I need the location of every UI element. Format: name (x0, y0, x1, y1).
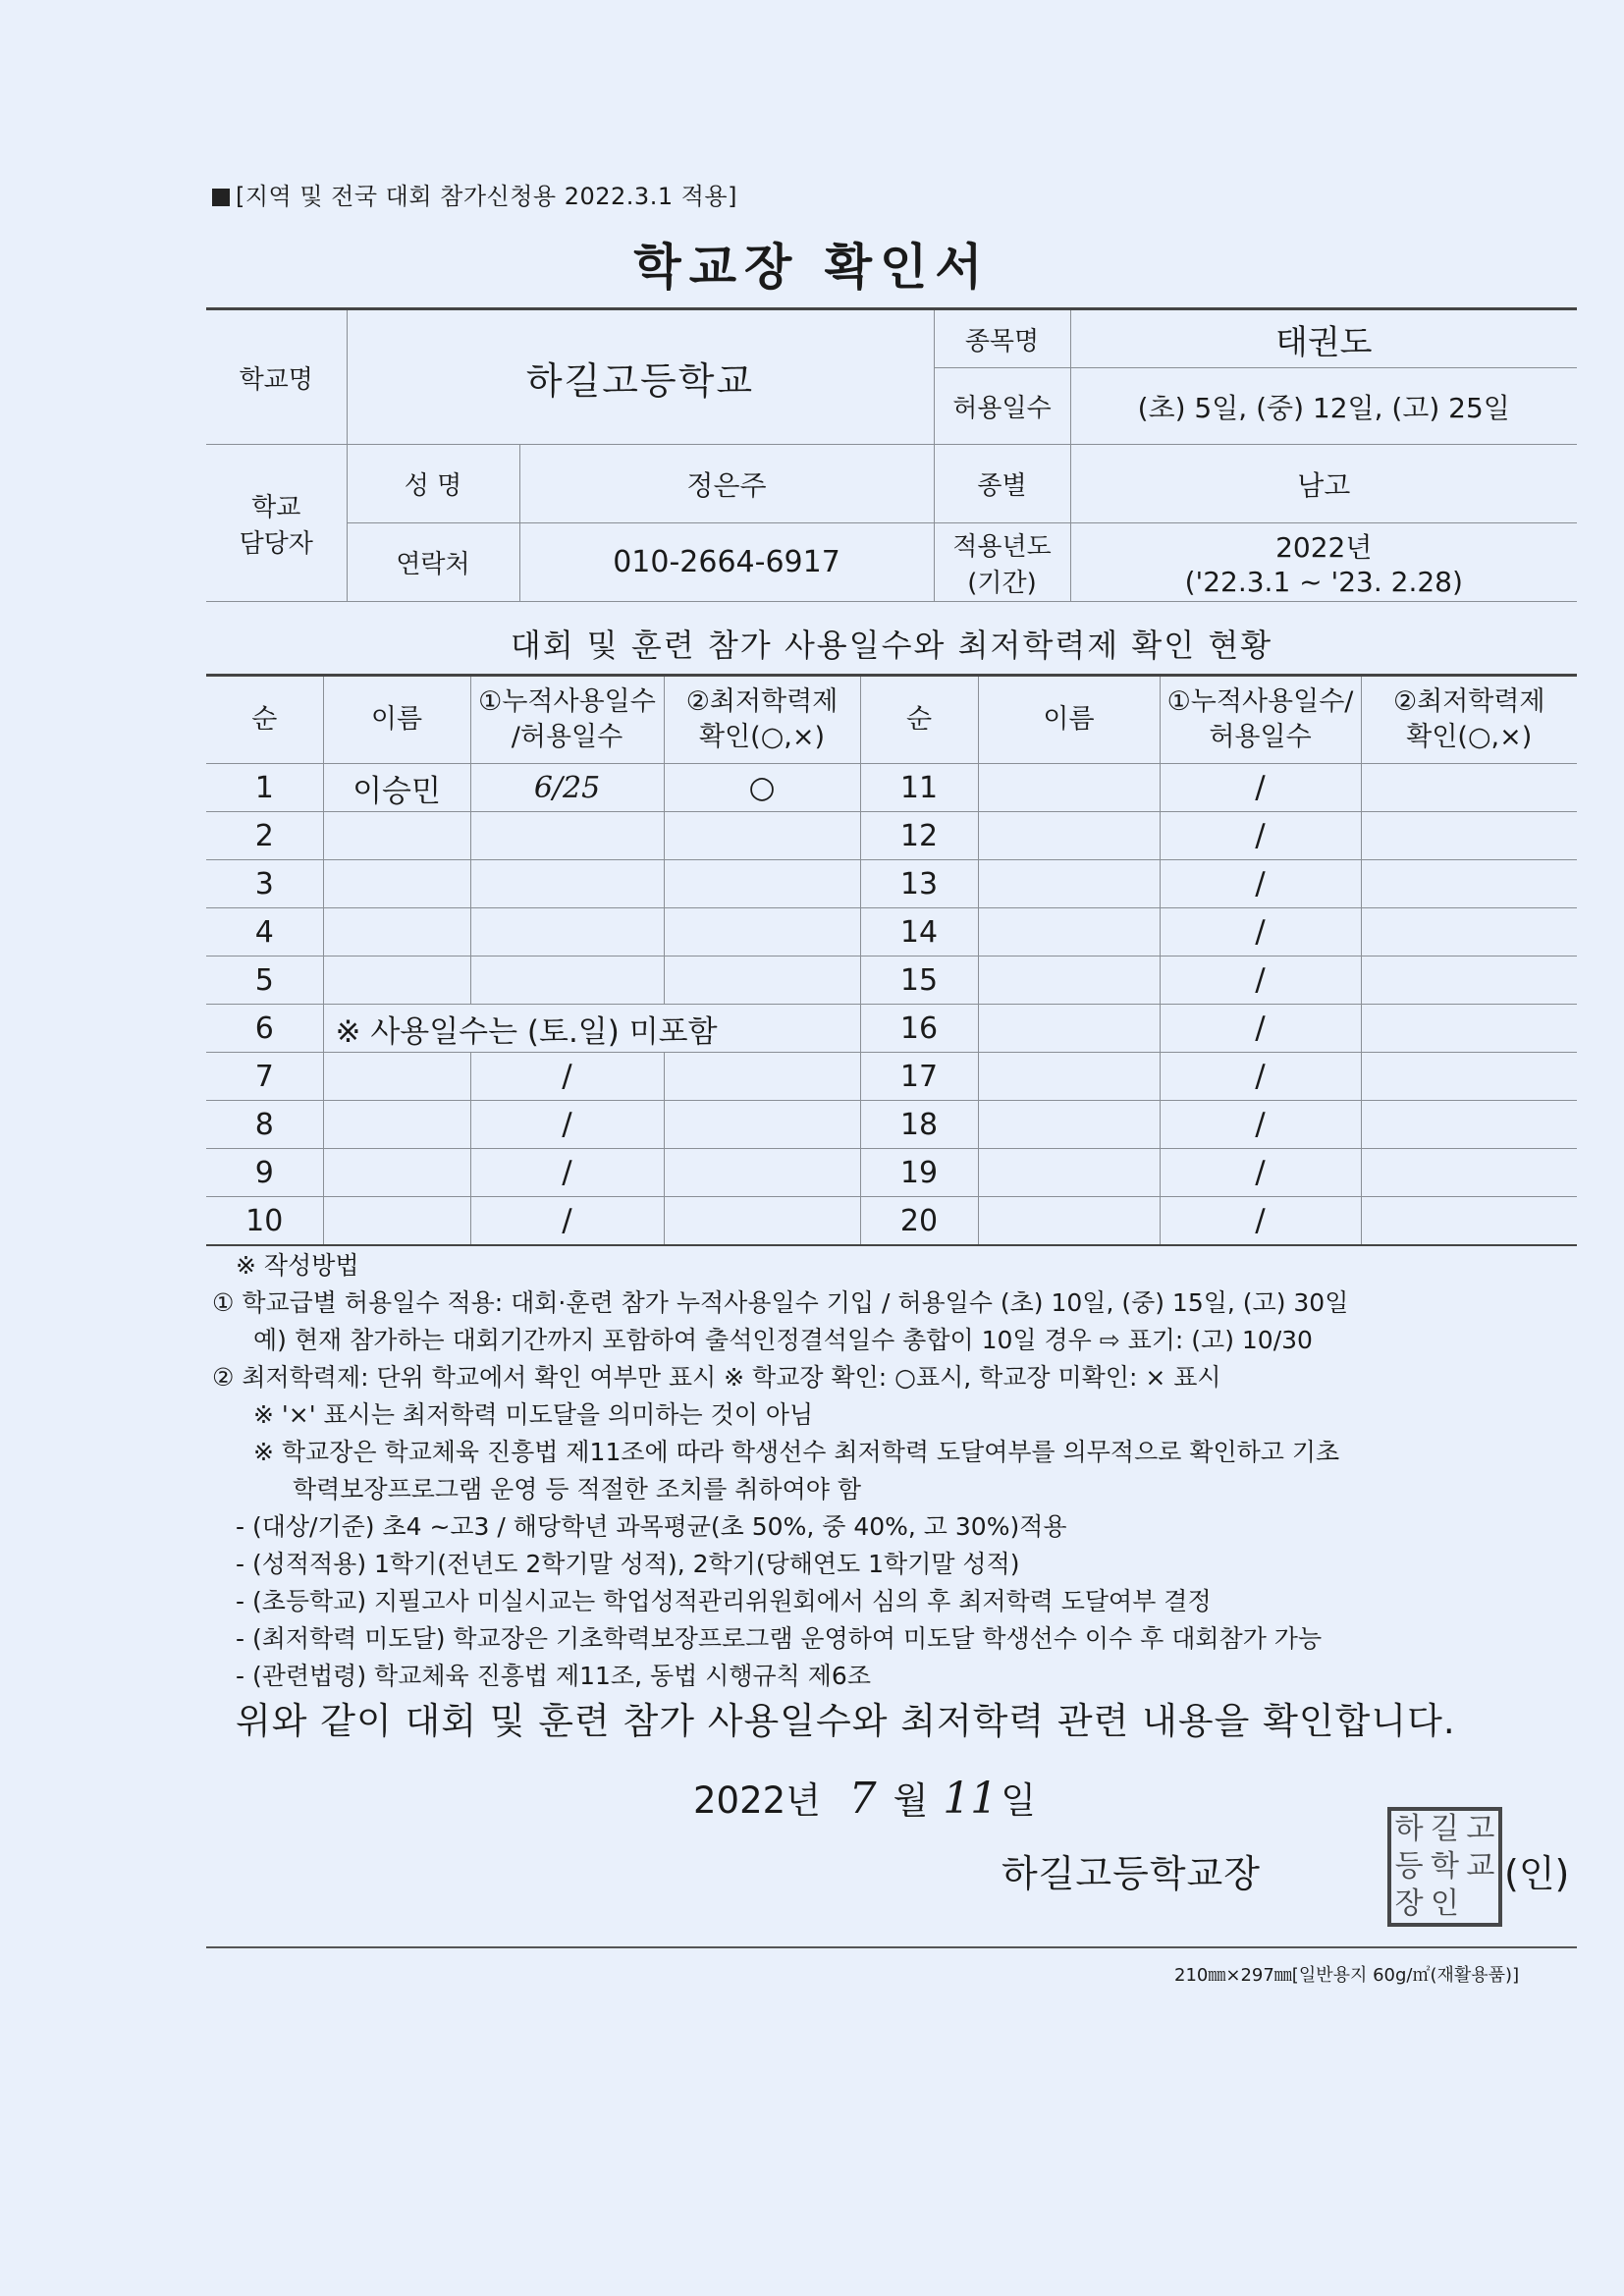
contact-label-line1: 학교 (251, 492, 301, 522)
row-academic (664, 908, 860, 957)
square-bullet-icon (212, 189, 230, 206)
header-days (470, 676, 664, 764)
contact-person-label (206, 445, 347, 602)
row-no-right: 20 (860, 1197, 978, 1246)
table-row (206, 957, 1577, 1005)
header-academic-right (1361, 676, 1577, 764)
row-academic (664, 1149, 860, 1197)
note-line: - (관련법령) 학교체육 진흥법 제11조, 동법 시행규칙 제6조 (236, 1662, 871, 1690)
row-days-right: / (1160, 1053, 1361, 1101)
row-no-right: 19 (860, 1149, 978, 1197)
row-days-right: / (1160, 957, 1361, 1005)
table-row (206, 1101, 1577, 1149)
table-header-row (206, 676, 1577, 764)
seal-glyph: 인 (1431, 1886, 1459, 1921)
row-academic-right (1361, 1005, 1577, 1053)
header-name-right: 이름 (978, 676, 1160, 764)
row-name-right (978, 764, 1160, 812)
row-days-right: / (1160, 1005, 1361, 1053)
seal-glyph: 학 (1431, 1849, 1459, 1884)
header-no: 순 (206, 676, 323, 764)
row-academic-right (1361, 812, 1577, 860)
table-row (206, 908, 1577, 957)
row-days-value: / (562, 1155, 572, 1190)
table-row (206, 1149, 1577, 1197)
row-academic (664, 1197, 860, 1246)
row-days-value: / (562, 1059, 572, 1094)
header-days-right-line2: 허용일수 (1209, 722, 1312, 752)
note-line: ② 최저학력제: 단위 학교에서 확인 여부만 표시 ※ 학교장 확인: ○표시, 학교장 미확인: × 표시 (212, 1363, 1221, 1392)
table-row (206, 1005, 1577, 1053)
note-heading: ※ 작성방법 (236, 1251, 359, 1280)
row-no: 10 (206, 1197, 323, 1246)
row-days-right: / (1160, 908, 1361, 957)
row-academic-right (1361, 860, 1577, 908)
date-day-unit: 일 (1001, 1779, 1036, 1822)
gender-label: 종별 (934, 445, 1070, 523)
table-row (206, 812, 1577, 860)
school-label: 학교명 (206, 309, 347, 445)
row-days-right: / (1160, 1101, 1361, 1149)
note-line: - (최저학력 미도달) 학교장은 기초학력보장프로그램 운영하여 미도달 학생선수 이수 후 대회참가 가능 (236, 1624, 1323, 1653)
row-days-right: / (1160, 860, 1361, 908)
row-days (470, 860, 664, 908)
row-days (470, 1101, 664, 1149)
row-days (470, 764, 664, 812)
note-line: ※ 학교장은 학교체육 진흥법 제11조에 따라 학생선수 최저학력 도달여부를 의무적으로 확인하고 기초 (253, 1438, 1340, 1466)
row-no-right: 18 (860, 1101, 978, 1149)
row-academic (664, 957, 860, 1005)
row-academic-right (1361, 764, 1577, 812)
row-no-right: 15 (860, 957, 978, 1005)
table-row (206, 764, 1577, 812)
form-note (212, 177, 737, 211)
row-name-right (978, 957, 1160, 1005)
row-name-right (978, 1101, 1160, 1149)
row-no-right: 16 (860, 1005, 978, 1053)
gender-value: 남고 (1070, 445, 1577, 523)
sport-label: 종목명 (934, 309, 1070, 368)
date-month-handwritten: 7 (848, 1774, 877, 1824)
row-no-right: 13 (860, 860, 978, 908)
confirmation-statement: 위와 같이 대회 및 훈련 참가 사용일수와 최저학력 관련 내용을 확인합니다. (236, 1700, 1456, 1742)
seal-mark: (인) (1504, 1852, 1570, 1895)
header-academic (664, 676, 860, 764)
row-academic-right (1361, 1101, 1577, 1149)
principal-title: 하길고등학교장 (1001, 1852, 1261, 1895)
phone-value: 010-2664-6917 (519, 523, 934, 602)
seal-glyph (1463, 1886, 1498, 1923)
form-note-text: [지역 및 전국 대회 참가신청용 2022.3.1 적용] (236, 183, 737, 210)
row-academic-right (1361, 1053, 1577, 1101)
row-no-right: 11 (860, 764, 978, 812)
note-line: - (초등학교) 지필고사 미실시교는 학업성적관리위원회에서 심의 후 최저학력 도달여부 결정 (236, 1587, 1212, 1615)
document-title: 학교장 확인서 (633, 239, 991, 296)
seal-glyph: 교 (1466, 1849, 1495, 1884)
row-academic-right (1361, 1149, 1577, 1197)
row-name-right (978, 1197, 1160, 1246)
row-academic-right (1361, 908, 1577, 957)
table-row (206, 1197, 1577, 1246)
year-label-line1: 적용년도 (952, 531, 1052, 562)
date-year: 2022년 (693, 1779, 821, 1822)
year-label-line2: (기간) (967, 568, 1037, 598)
contact-label-line2: 담당자 (239, 528, 313, 559)
row-name-right (978, 812, 1160, 860)
row-no: 4 (206, 908, 323, 957)
header-acad-right-line2: 확인(○,×) (1406, 722, 1533, 752)
note-line: 예) 현재 참가하는 대회기간까지 포함하여 출석인정결석일수 총합이 10일 경우 ⇨ 표기: (고) 10/30 (253, 1326, 1313, 1354)
note-line: ※ '×' 표시는 최저학력 미도달을 의미하는 것이 아님 (253, 1400, 814, 1429)
row-no-right: 14 (860, 908, 978, 957)
seal-glyph: 길 (1431, 1812, 1459, 1846)
seal-glyph: 장 (1394, 1886, 1424, 1921)
row-name (323, 860, 470, 908)
paper-spec: 210㎜×297㎜[일반용지 60g/㎡(재활용품)] (1174, 1965, 1520, 1986)
section-title: 대회 및 훈련 참가 사용일수와 최저학력제 확인 현황 (510, 627, 1273, 664)
row-days-right: / (1160, 812, 1361, 860)
date-month-unit: 월 (893, 1779, 929, 1822)
row-no: 7 (206, 1053, 323, 1101)
year-label (934, 523, 1070, 602)
row-days-value: / (562, 1203, 572, 1238)
row-academic (664, 1053, 860, 1101)
note-line: - (대상/기준) 초4 ~고3 / 해당학년 과목평균(초 50%, 중 40%, 고 30%)적용 (236, 1512, 1067, 1541)
usage-note: ※ 사용일수는 (토.일) 미포함 (323, 1005, 860, 1053)
row-no: 2 (206, 812, 323, 860)
issue-date (693, 1771, 1036, 1824)
bottom-divider (206, 1946, 1577, 1948)
row-no-right: 17 (860, 1053, 978, 1101)
row-name (323, 957, 470, 1005)
header-acad-line1: ②최저학력제 (685, 686, 839, 717)
row-no: 5 (206, 957, 323, 1005)
row-days-value: 6/25 (533, 771, 601, 805)
row-academic: ○ (664, 764, 860, 812)
row-name (323, 812, 470, 860)
table-row (206, 1053, 1577, 1101)
row-name (323, 1101, 470, 1149)
row-no: 1 (206, 764, 323, 812)
row-days-right: / (1160, 1149, 1361, 1197)
header-acad-line2: 확인(○,×) (699, 722, 825, 752)
header-days-line2: /허용일수 (511, 722, 623, 752)
row-name (323, 908, 470, 957)
seal-glyph: 고 (1466, 1812, 1495, 1846)
row-days (470, 1197, 664, 1246)
note-line: ① 학교급별 허용일수 적용: 대회·훈련 참가 누적사용일수 기입 / 허용일수 (초) 10일, (중) 15일, (고) 30일 (212, 1288, 1349, 1317)
row-academic (664, 812, 860, 860)
allowed-days-label: 허용일수 (934, 368, 1070, 445)
header-days-right-line1: ①누적사용일수/ (1166, 686, 1354, 717)
instructions (212, 1247, 1587, 1695)
row-days-value: / (562, 1107, 572, 1142)
principal-signature (1001, 1843, 1261, 1897)
header-name: 이름 (323, 676, 470, 764)
row-days-right: / (1160, 1197, 1361, 1246)
year-value (1070, 523, 1577, 602)
allowed-days-value: (초) 5일, (중) 12일, (고) 25일 (1070, 368, 1577, 445)
row-days (470, 908, 664, 957)
row-name-right (978, 1053, 1160, 1101)
note-line: 학력보장프로그램 운영 등 적절한 조치를 취하여야 함 (293, 1475, 861, 1503)
name-value: 정은주 (519, 445, 934, 523)
official-seal (1387, 1807, 1502, 1927)
header-days-right (1160, 676, 1361, 764)
note-line: - (성적적용) 1학기(전년도 2학기말 성적), 2학기(당해연도 1학기말 성적) (236, 1550, 1020, 1578)
row-name-right (978, 908, 1160, 957)
row-days (470, 1149, 664, 1197)
info-table (206, 307, 1577, 602)
row-days (470, 957, 664, 1005)
row-name: 이승민 (323, 764, 470, 812)
table-row (206, 860, 1577, 908)
row-academic-right (1361, 957, 1577, 1005)
row-academic (664, 860, 860, 908)
row-no: 9 (206, 1149, 323, 1197)
seal-glyph: 하 (1394, 1812, 1424, 1846)
row-no: 8 (206, 1101, 323, 1149)
school-name: 하길고등학교 (347, 309, 934, 445)
row-name (323, 1053, 470, 1101)
header-days-line1: ①누적사용일수 (478, 686, 656, 717)
row-days (470, 1053, 664, 1101)
row-name (323, 1149, 470, 1197)
row-name-right (978, 1005, 1160, 1053)
row-name-right (978, 860, 1160, 908)
name-label: 성 명 (347, 445, 519, 523)
row-days-right: / (1160, 764, 1361, 812)
row-academic (664, 1101, 860, 1149)
header-acad-right-line1: ②최저학력제 (1392, 686, 1545, 717)
row-days (470, 812, 664, 860)
date-day-handwritten: 11 (943, 1774, 999, 1824)
year-value-line2: ('22.3.1 ~ '23. 2.28) (1184, 566, 1463, 598)
row-no-right: 12 (860, 812, 978, 860)
sport-value: 태권도 (1070, 309, 1577, 368)
year-value-line1: 2022년 (1275, 531, 1373, 564)
row-name-right (978, 1149, 1160, 1197)
row-academic-right (1361, 1197, 1577, 1246)
seal-glyph: 등 (1394, 1849, 1424, 1884)
phone-label: 연락처 (347, 523, 519, 602)
header-no-right: 순 (860, 676, 978, 764)
row-no: 6 (206, 1005, 323, 1053)
participation-table (206, 674, 1577, 1246)
row-name (323, 1197, 470, 1246)
row-no: 3 (206, 860, 323, 908)
